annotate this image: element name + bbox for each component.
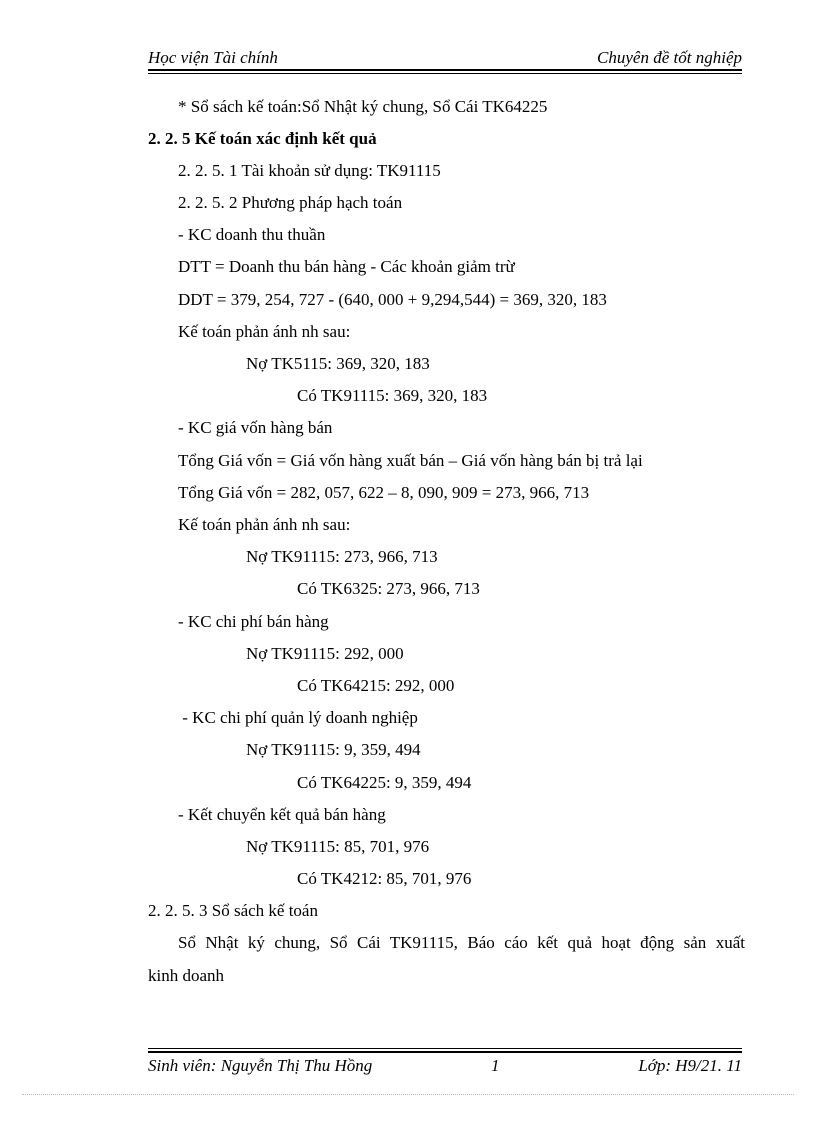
journal-credit: Có TK6325: 273, 966, 713 xyxy=(297,579,480,598)
text-line: Tổng Giá vốn = Giá vốn hàng xuất bán – Giá vốn hàng bán bị trả lại xyxy=(178,451,643,470)
header-rule xyxy=(148,69,742,71)
text-line: DDT = 379, 254, 727 - (640, 000 + 9,294,544) = 369, 320, 183 xyxy=(178,290,607,309)
journal-credit: Có TK64225: 9, 359, 494 xyxy=(297,773,472,792)
journal-credit: Có TK64215: 292, 000 xyxy=(297,676,455,695)
text-line: - KC chi phí quản lý doanh nghiệp xyxy=(178,708,418,727)
text-line: - KC chi phí bán hàng xyxy=(178,612,329,631)
text-line: - Kết chuyển kết quả bán hàng xyxy=(178,805,386,824)
footer-student: Sinh viên: Nguyễn Thị Thu Hồng xyxy=(148,1056,373,1075)
page-number: 1 xyxy=(491,1056,500,1075)
paragraph-line: Sổ Nhật ký chung, Sổ Cái TK91115, Báo cáo kết quả hoạt động sản xuất xyxy=(178,933,745,952)
text-line: Tổng Giá vốn = 282, 057, 622 – 8, 090, 909 = 273, 966, 713 xyxy=(178,483,590,502)
page-boundary xyxy=(22,1094,794,1095)
page-header xyxy=(148,48,742,70)
page-footer xyxy=(148,1056,742,1078)
footer-class: Lớp: H9/21. 11 xyxy=(638,1056,742,1075)
subsection-heading: 2. 2. 5. 3 Sổ sách kế toán xyxy=(148,901,318,920)
text-line: - KC giá vốn hàng bán xyxy=(178,418,333,437)
journal-debit: Nợ TK91115: 292, 000 xyxy=(246,644,404,663)
text-line: * Sổ sách kế toán:Sổ Nhật ký chung, Sổ Cái TK64225 xyxy=(178,97,548,116)
text-line: Kế toán phản ánh nh sau: xyxy=(178,515,351,534)
journal-credit: Có TK91115: 369, 320, 183 xyxy=(297,386,488,405)
text-line: 2. 2. 5. 2 Phương pháp hạch toán xyxy=(178,193,403,212)
journal-credit: Có TK4212: 85, 701, 976 xyxy=(297,869,472,888)
header-institution: Học viện Tài chính xyxy=(148,48,278,67)
journal-debit: Nợ TK91115: 9, 359, 494 xyxy=(246,740,421,759)
footer-rule xyxy=(148,1051,742,1053)
footer-rule-thin xyxy=(148,1048,742,1049)
header-rule-thin xyxy=(148,73,742,74)
journal-debit: Nợ TK91115: 85, 701, 976 xyxy=(246,837,430,856)
text-line: - KC doanh thu thuần xyxy=(178,225,326,244)
text-line: DTT = Doanh thu bán hàng - Các khoản giảm trừ xyxy=(178,257,515,276)
journal-debit: Nợ TK5115: 369, 320, 183 xyxy=(246,354,430,373)
text-line: 2. 2. 5. 1 Tài khoản sử dụng: TK91115 xyxy=(178,161,441,180)
section-heading: 2. 2. 5 Kế toán xác định kết quả xyxy=(148,129,377,148)
journal-debit: Nợ TK91115: 273, 966, 713 xyxy=(246,547,438,566)
header-document-type: Chuyên đề tốt nghiệp xyxy=(597,48,742,67)
paragraph-line: kinh doanh xyxy=(148,966,225,985)
text-line: Kế toán phản ánh nh sau: xyxy=(178,322,351,341)
